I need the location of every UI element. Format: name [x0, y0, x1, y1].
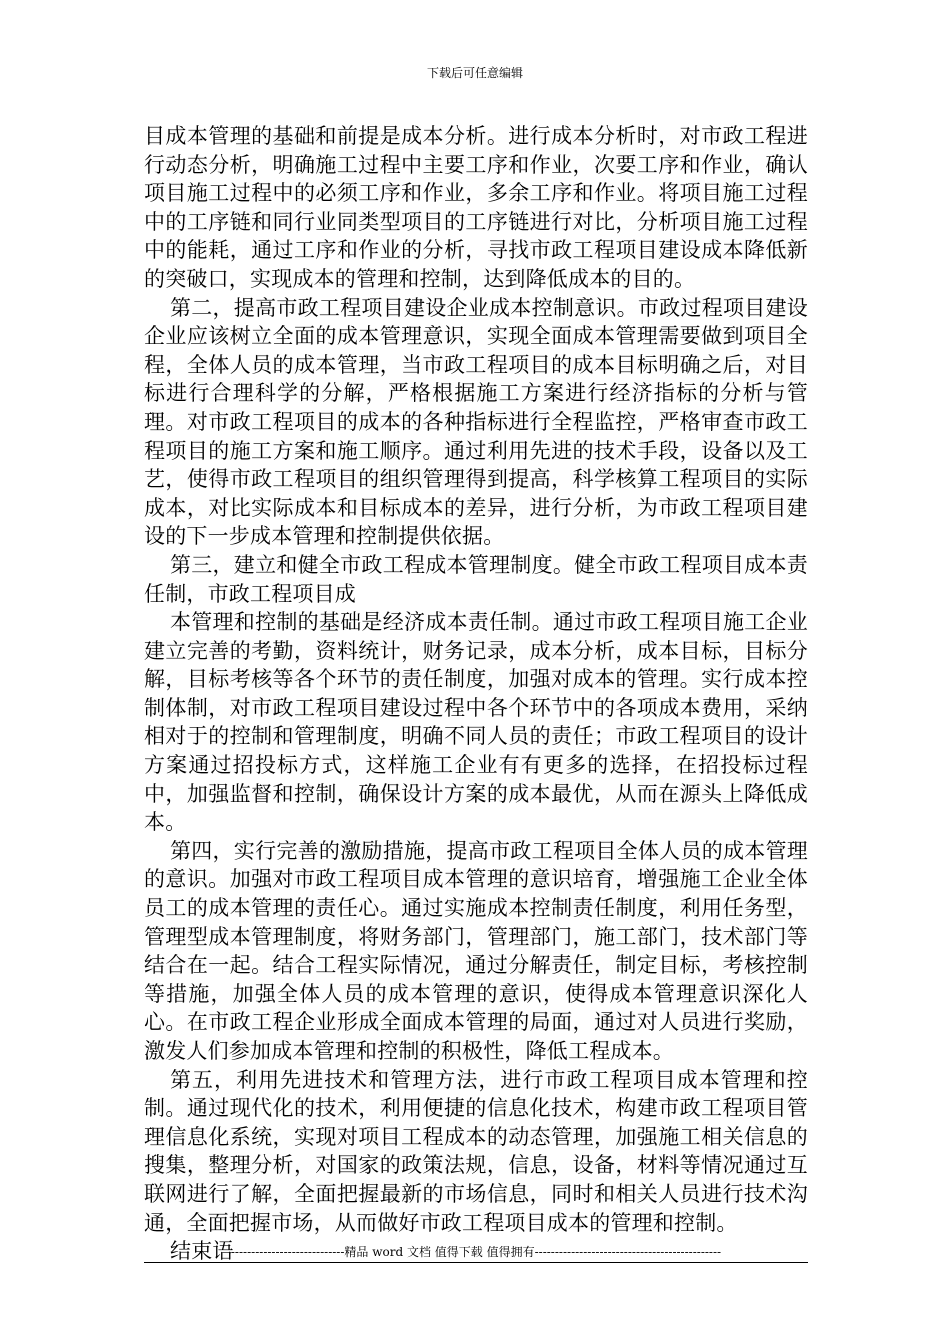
document-body: [144, 122, 808, 1266]
page-footer: ----------------------------精品 word 文档 值得下载 值得拥有----------------------------------------------: [230, 1245, 722, 1259]
paragraph-fourth: 第四，实行完善的激励措施，提高市政工程项目全体人员的成本管理的意识。加强对市政工程项目成本管理的意识培育，增强施工企业全体员工的成本管理的责任心。通过实施成本控制责任制度，利用任务型，管理型成本管理制度，将财务部门，管理部门，施工部门，技术部门等结合在一起。结合工程实际情况，通过分解责任，制定目标，考核控制等措施，加强全体人员的成本管理的意识，使得成本管理意识深化人心。在市政工程企业形成全面成本管理的局面，通过对人员进行奖励，激发人们参加成本管理和控制的积极性，降低工程成本。: [144, 838, 808, 1063]
paragraph-second: 第二，提高市政工程项目建设企业成本控制意识。市政过程项目建设企业应该树立全面的成本管理意识，实现全面成本管理需要做到项目全程，全体人员的成本管理，当市政工程项目的成本目标明确之后，对目标进行合理科学的分解，严格根据施工方案进行经济指标的分析与管理。对市政工程项目的成本的各种指标进行全程监控，严格审查市政工程项目的施工方案和施工顺序。通过利用先进的技术手段，设备以及工艺，使得市政工程项目的组织管理得到提高，科学核算工程项目的实际成本，对比实际成本和目标成本的差异，进行分析，为市政工程项目建设的下一步成本管理和控制提供依据。: [144, 295, 808, 549]
page-header: 下载后可任意编辑: [426, 66, 523, 80]
paragraph-third-continued: 本管理和控制的基础是经济成本责任制。通过市政工程项目施工企业建立完善的考勤，资料统计，财务记录，成本分析，成本目标，目标分解，目标考核等各个环节的责任制度，加强对成本的管理。实行成本控制体制，对市政工程项目建设过程中各个环节中的各项成本费用，采纳相对于的控制和管理制度，明确不同人员的责任；市政工程项目的设计方案通过招投标方式，这样施工企业有有更多的选择，在招投标过程中，加强监督和控制，确保设计方案的成本最优，从而在源头上降低成本。: [144, 610, 808, 835]
section-heading-conclusion: 结束语: [170, 1239, 234, 1264]
paragraph-third: 第三，建立和健全市政工程成本管理制度。健全市政工程项目成本责任制，市政工程项目成: [144, 552, 808, 606]
footer-divider: [144, 1262, 808, 1263]
paragraph-fifth: 第五，利用先进技术和管理方法，进行市政工程项目成本管理和控制。通过现代化的技术，利用便捷的信息化技术，构建市政工程项目管理信息化系统，实现对项目工程成本的动态管理，加强施工相关信息的搜集，整理分析，对国家的政策法规，信息，设备，材料等情况通过互联网进行了解，全面把握最新的市场信息，同时和相关人员进行技术沟通，全面把握市场，从而做好市政工程项目成本的管理和控制。: [144, 1067, 808, 1235]
paragraph-cost-analysis: 目成本管理的基础和前提是成本分析。进行成本分析时，对市政工程进行动态分析，明确施工过程中主要工序和作业，次要工序和作业，确认项目施工过程中的必须工序和作业，多余工序和作业。将项目施工过程中的工序链和同行业同类型项目的工序链进行对比，分析项目施工过程中的能耗，通过工序和作业的分析，寻找市政工程项目建设成本降低新的突破口，实现成本的管理和控制，达到降低成本的目的。: [144, 124, 808, 291]
